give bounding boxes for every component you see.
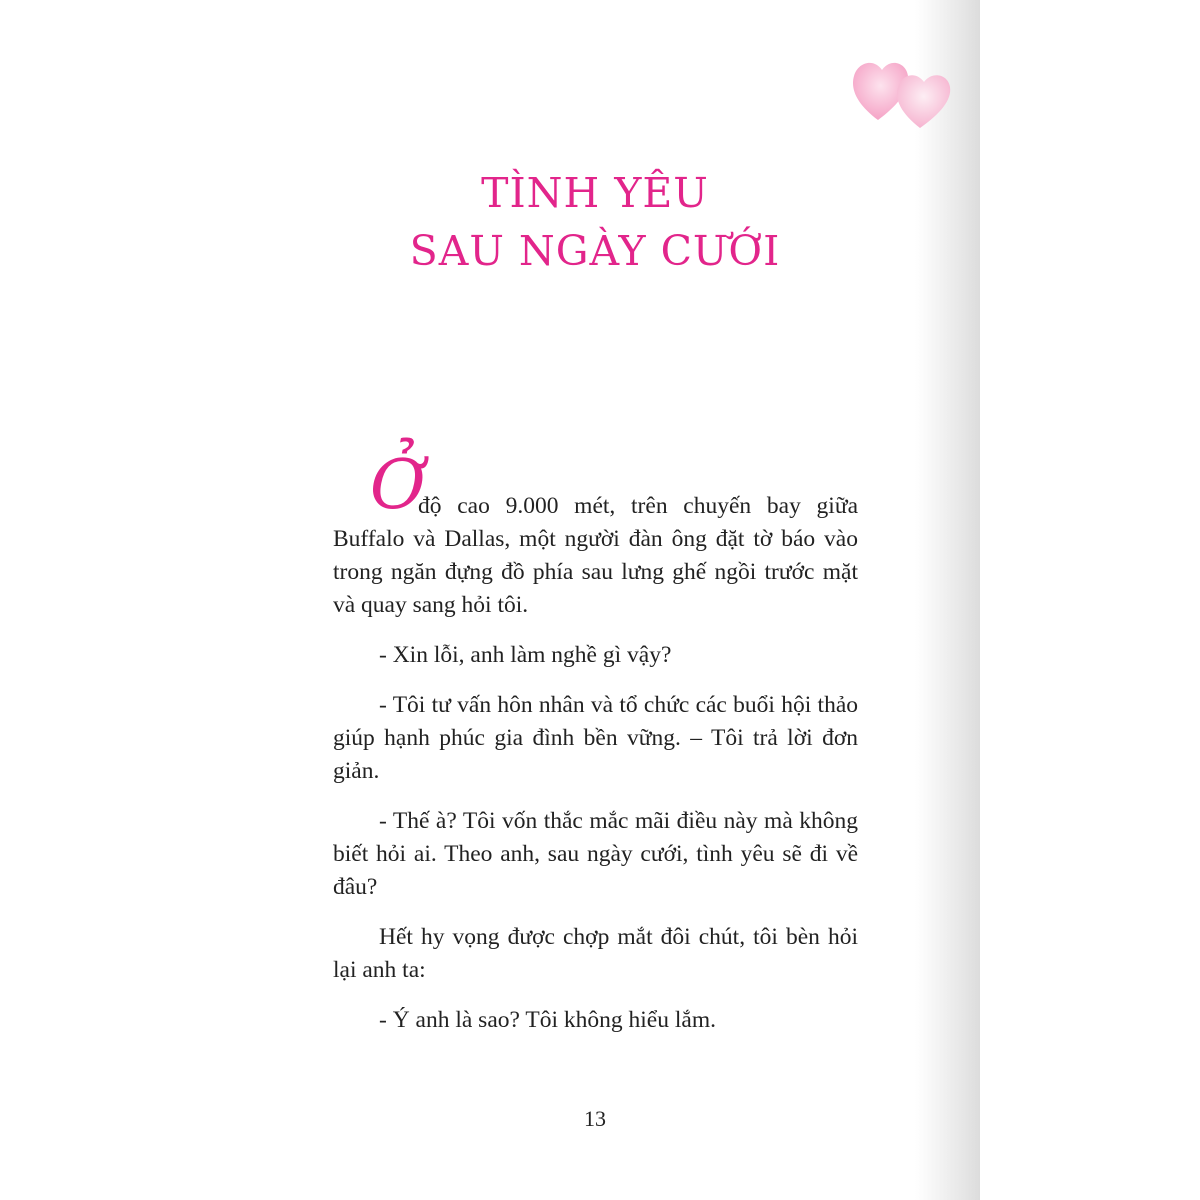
chapter-title-line-1: TÌNH YÊU: [481, 169, 709, 217]
book-spine: [915, 0, 980, 1200]
heart-right: [897, 75, 950, 128]
paragraph-3: - Tôi tư vấn hôn nhân và tổ chức các buổi hội thảo giúp hạnh phúc gia đình bền vững. – Tôi trả lời đơn giản.: [333, 692, 858, 784]
chapter-title-line-2: SAU NGÀY CƯỚI: [409, 227, 781, 275]
paragraph-1: độ cao 9.000 mét, trên chuyến bay giữa Buffalo và Dallas, một người đàn ông đặt tờ báo vào trong ngăn đựng đồ phía sau lưng ghế ngồi trước mặt và quay sang hỏi tôi.: [333, 493, 858, 618]
hearts-icon: [848, 50, 958, 135]
paragraph-4: - Thế à? Tôi vốn thắc mắc mãi điều này mà không biết hỏi ai. Theo anh, sau ngày cưới, tình yêu sẽ đi về đâu?: [333, 808, 858, 900]
paragraph-6: - Ý anh là sao? Tôi không hiểu lắm.: [379, 1007, 716, 1033]
body-text: [333, 490, 858, 1054]
drop-cap: Ở: [370, 446, 426, 525]
paragraph-2: - Xin lỗi, anh làm nghề gì vậy?: [379, 642, 672, 668]
page-number: 13: [584, 1106, 606, 1131]
paragraph-5: Hết hy vọng được chợp mắt đôi chút, tôi bèn hỏi lại anh ta:: [333, 924, 858, 983]
page-margin-outside: [980, 0, 1200, 1200]
chapter-title: [300, 164, 890, 280]
